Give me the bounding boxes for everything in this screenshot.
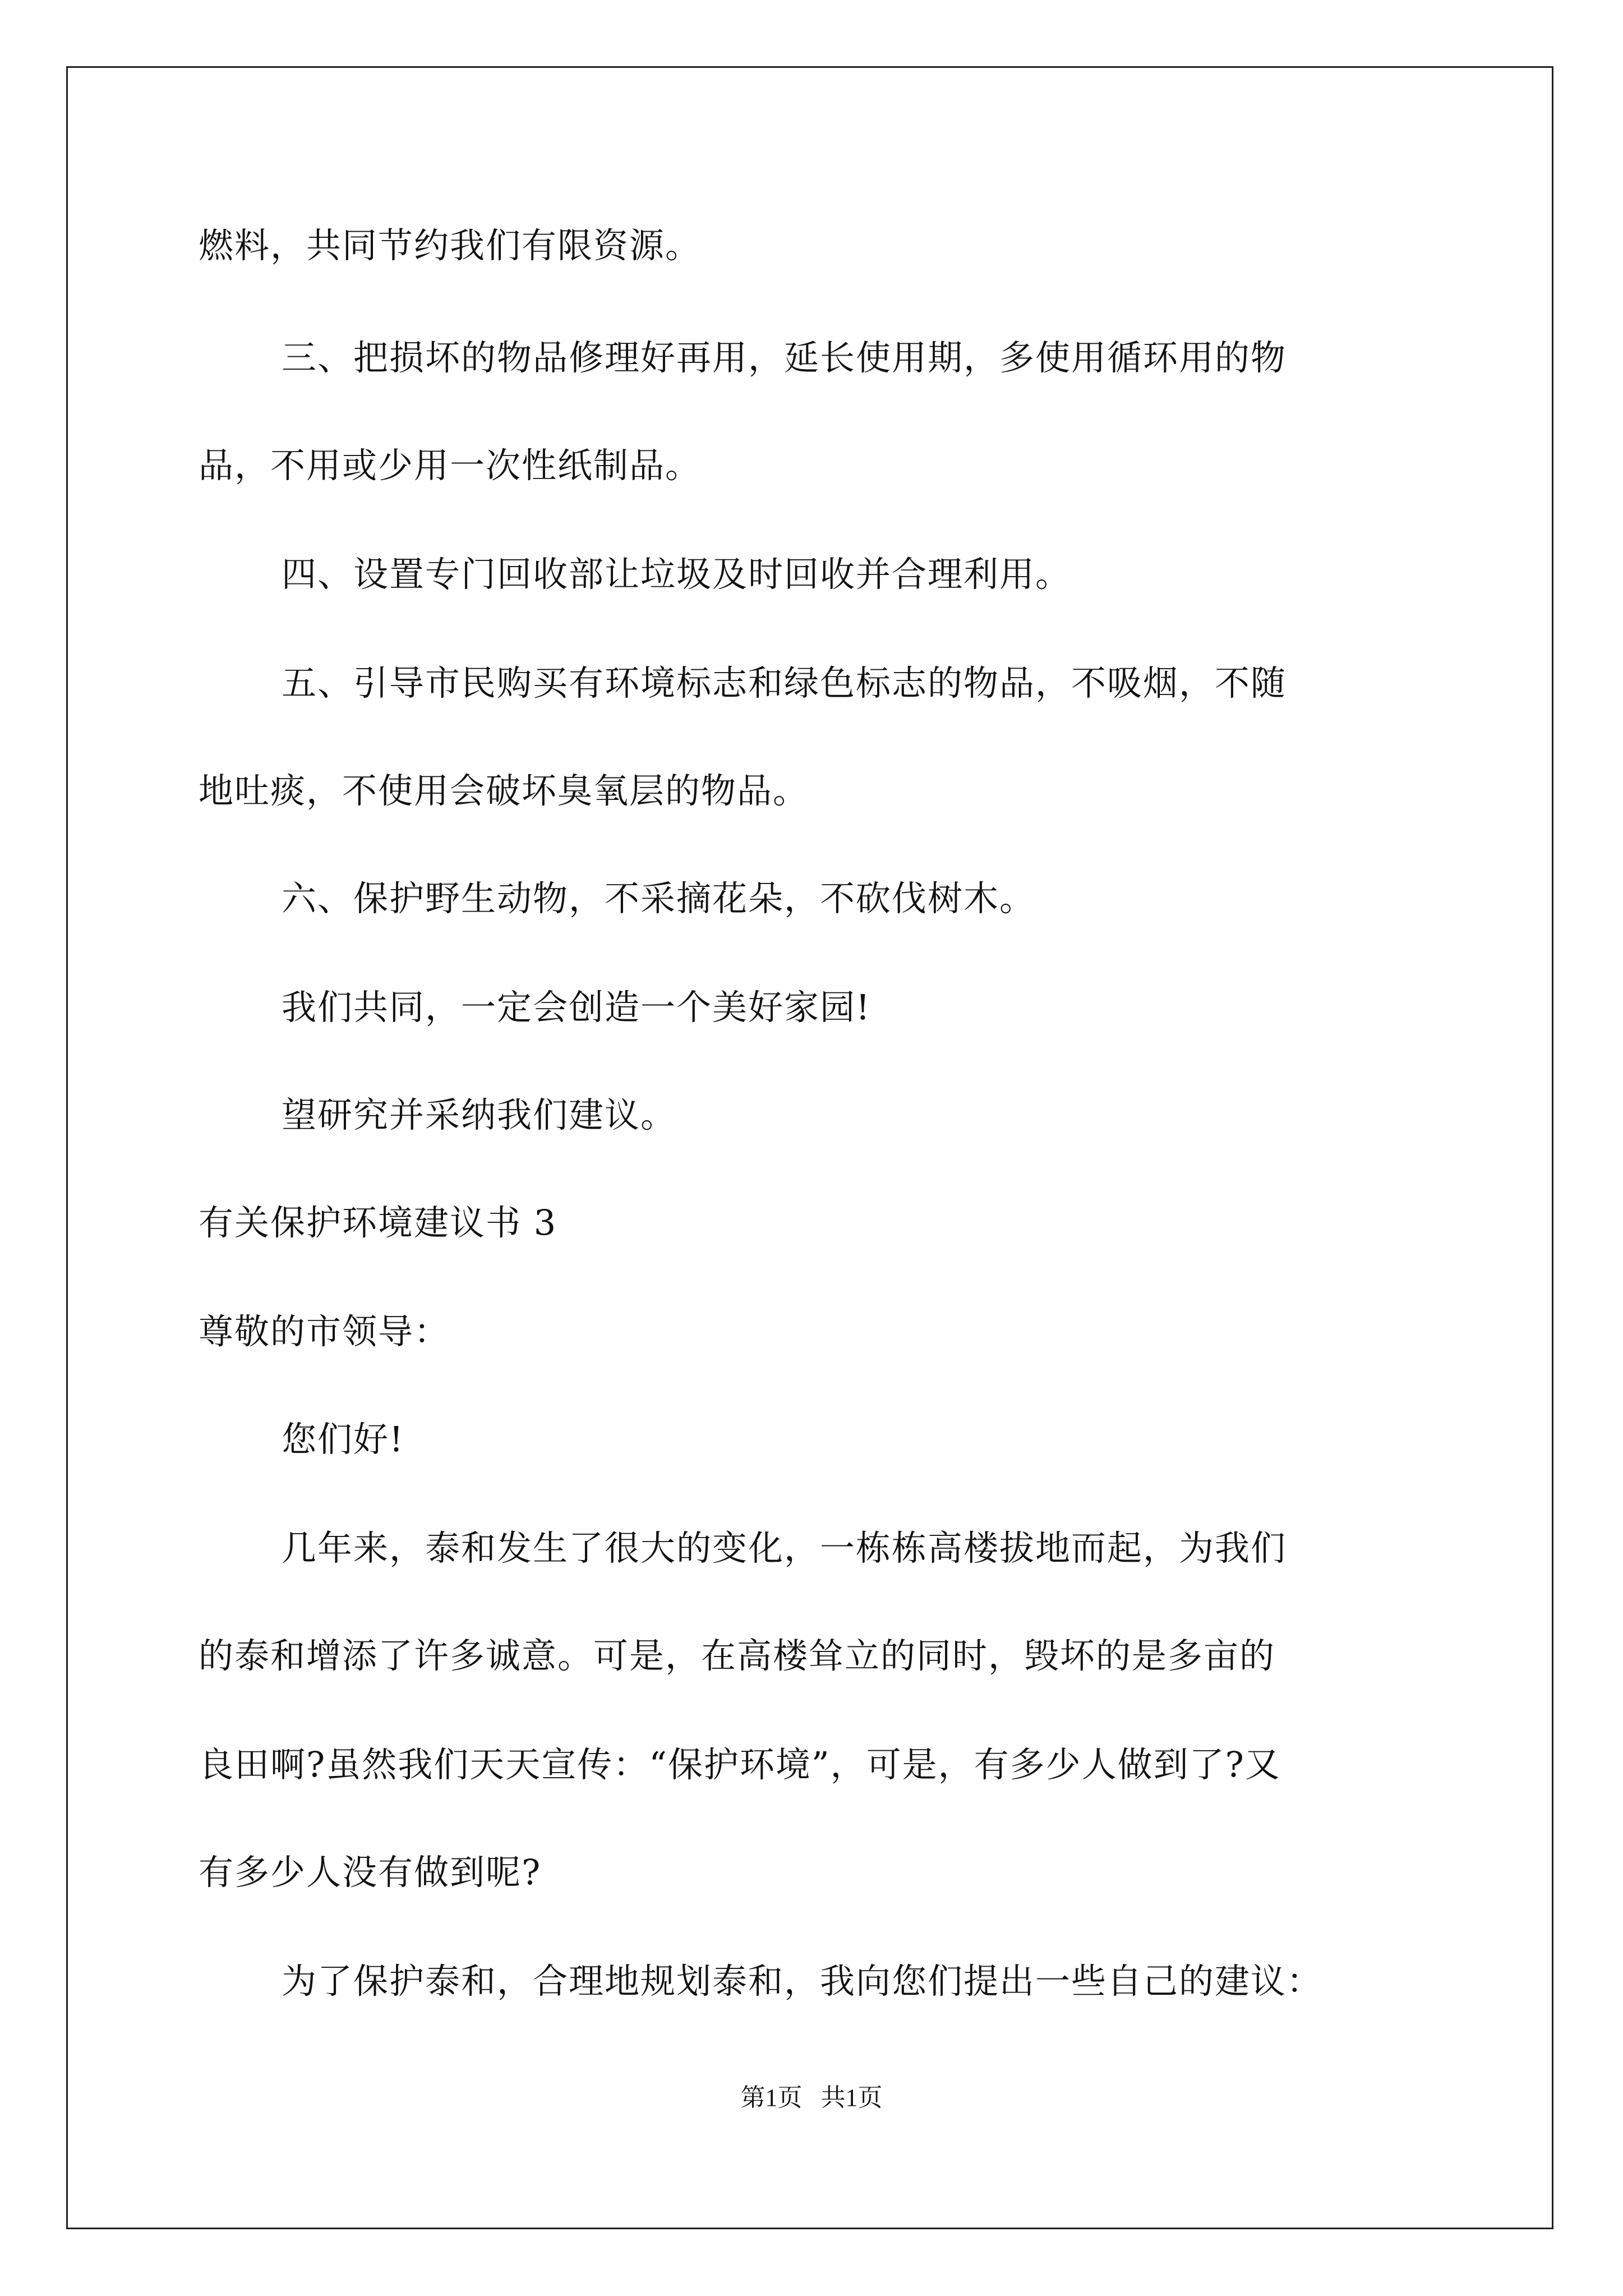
paragraph-line: 我们共同，一定会创造一个美好家园! <box>282 987 871 1028</box>
paragraph-line: 的泰和增添了许多诚意。可是，在高楼耸立的同时，毁坏的是多亩的 <box>199 1635 1276 1676</box>
salutation: 尊敬的市领导： <box>199 1311 450 1352</box>
page-footer: 第1页 共1页 <box>740 2084 883 2111</box>
paragraph-line: 三、把损坏的物品修理好再用，延长使用期，多使用循环用的物 <box>282 337 1287 378</box>
paragraph-line: 为了保护泰和，合理地规划泰和，我向您们提出一些自己的建议： <box>282 1961 1323 2001</box>
paragraph-line: 地吐痰，不使用会破坏臭氧层的物品。 <box>199 770 809 811</box>
greeting: 您们好! <box>282 1419 404 1460</box>
page-border <box>66 66 1553 2229</box>
paragraph-line: 良田啊?虽然我们天天宣传：“保护环境”，可是，有多少人做到了?又 <box>199 1744 1281 1785</box>
paragraph-line: 品，不用或少用一次性纸制品。 <box>199 445 702 486</box>
section-heading: 有关保护环境建议书 3 <box>199 1202 557 1243</box>
paragraph-line: 四、设置专门回收部让垃圾及时回收并合理利用。 <box>282 554 1072 595</box>
paragraph-line: 六、保护野生动物，不采摘花朵，不砍伐树木。 <box>282 878 1036 919</box>
paragraph-line: 有多少人没有做到呢? <box>199 1852 542 1893</box>
paragraph-line: 望研究并采纳我们建议。 <box>282 1094 677 1135</box>
paragraph-line: 几年来，泰和发生了很大的变化，一栋栋高楼拔地而起，为我们 <box>282 1527 1287 1568</box>
paragraph-line: 燃料，共同节约我们有限资源。 <box>199 225 702 266</box>
paragraph-line: 五、引导市民购买有环境标志和绿色标志的物品，不吸烟，不随 <box>282 662 1287 703</box>
